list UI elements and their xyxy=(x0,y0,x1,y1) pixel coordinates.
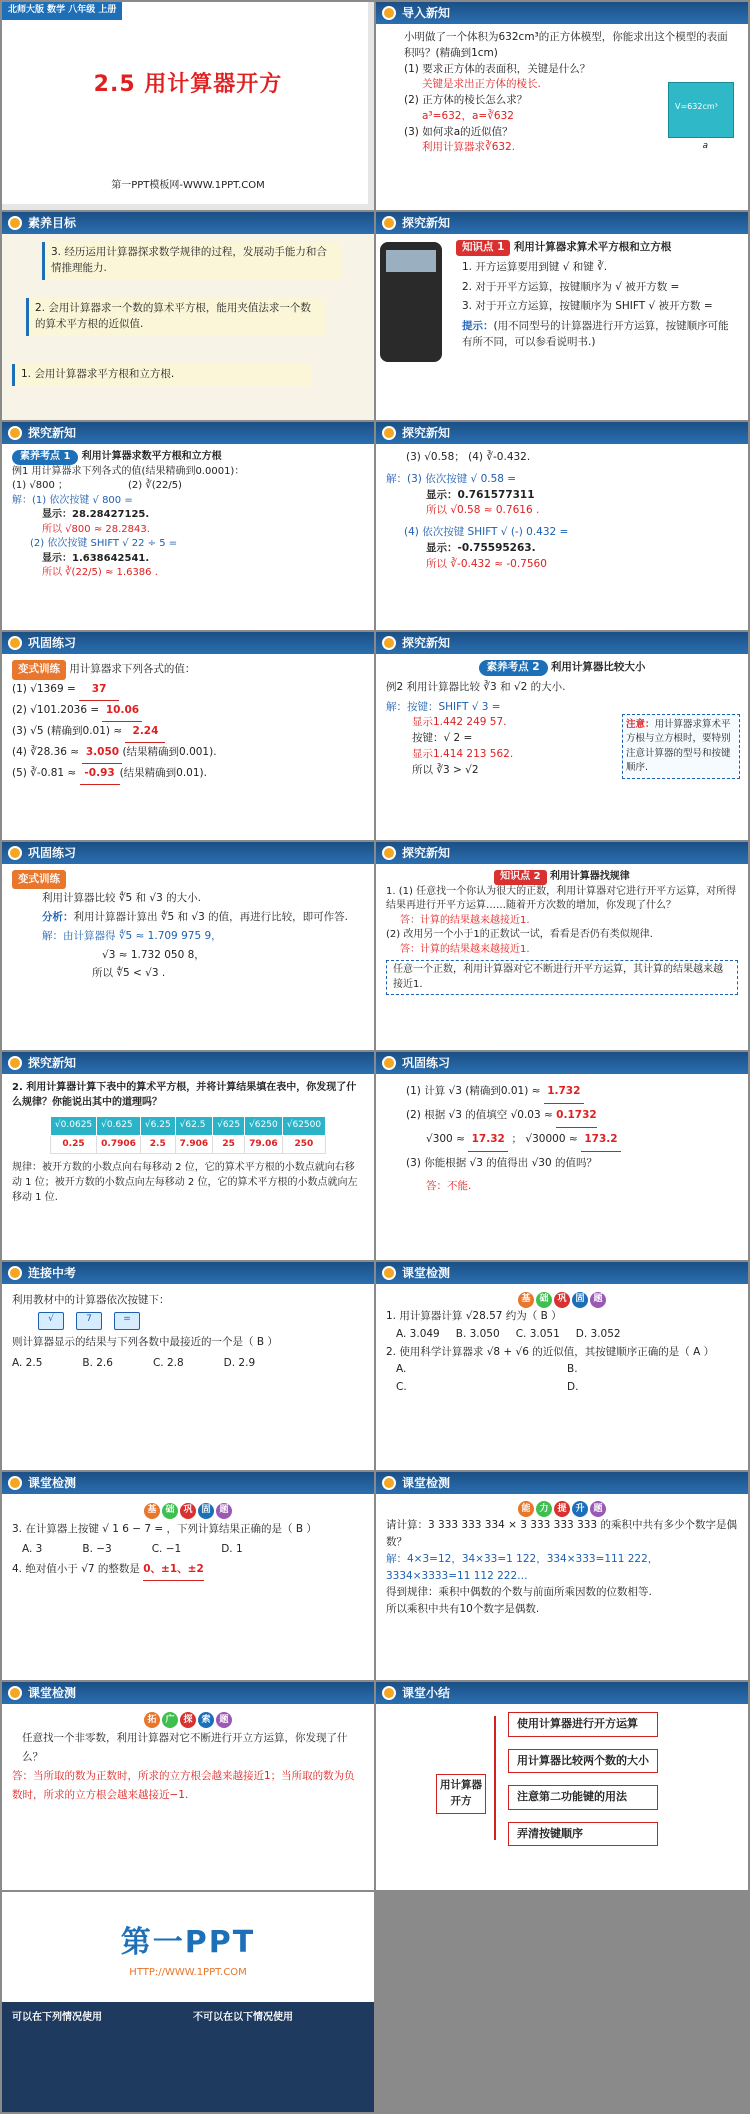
edition-badge: 北师大版 数学 八年级 上册 xyxy=(2,2,122,20)
point-1: 1. 开方运算要用到键 √ 和键 ∛. xyxy=(462,260,608,273)
table-value-cell: 0.7906 xyxy=(97,1135,141,1154)
slide-header: 探究新知 xyxy=(376,632,748,654)
title-slide[interactable] xyxy=(2,2,374,210)
solution-2: (2) 依次按键 SHIFT √ 22 ÷ 5 = xyxy=(30,538,178,549)
table-header-cell: √6250 xyxy=(245,1117,283,1136)
keys-2: 按键：√ 2 = xyxy=(412,732,473,744)
knowledge-tag: 知识点 2 xyxy=(494,870,546,885)
bubble-char: 索 xyxy=(198,1712,214,1728)
question: 任意找一个非零数，利用计算器对它不断进行开立方运算，你发现了什么？ xyxy=(22,1731,348,1763)
summary-item: 用计算器比较两个数的大小 xyxy=(508,1749,658,1774)
display-2: 显示：1.638642541. xyxy=(42,552,150,564)
bracket-line xyxy=(494,1716,496,1840)
intro-text: 小明做了一个体积为632cm³的正方体模型，你能求出这个模型的表面积吗？(精确到1cm) xyxy=(404,31,728,59)
option[interactable]: C. 2.8 xyxy=(152,1357,184,1369)
answer-3: 2.24 xyxy=(125,722,165,743)
slide-header: 巩固练习 xyxy=(2,632,374,654)
option[interactable]: D. 2.9 xyxy=(223,1357,256,1369)
slide-practice-1[interactable] xyxy=(2,632,374,840)
option[interactable]: B. −3 xyxy=(82,1542,112,1555)
question: 利用教材中的计算器依次按键下： xyxy=(12,1294,170,1306)
cube-diagram xyxy=(668,82,734,138)
can-use-heading: 可以在下列情况使用 xyxy=(12,2012,102,2023)
answer-1: 关键是求出正方体的棱长. xyxy=(422,78,541,91)
slide-exam[interactable] xyxy=(2,1262,374,1470)
table-header-cell: √6.25 xyxy=(140,1117,175,1136)
question-1: 1. 用计算器计算 √28.57 约为（ B ） xyxy=(386,1309,562,1322)
solution-1: 解：(1) 依次按键 √ 800 = xyxy=(12,494,133,506)
answer-3: 利用计算器求∛632. xyxy=(422,141,516,154)
goal-1: 1. 会用计算器求平方根和立方根. xyxy=(12,364,312,386)
table-value-cell: 7.906 xyxy=(175,1135,212,1154)
cube-label: V=632cm³ xyxy=(675,102,718,111)
key-sequence xyxy=(12,1311,364,1332)
answer-4: 3.050 xyxy=(82,743,122,764)
answer-3b: 173.2 xyxy=(581,1128,621,1152)
q3a: √300 ≈ xyxy=(426,1133,465,1146)
question-1: (1) 要求正方体的表面积，关键是什么？ xyxy=(404,62,591,75)
question-4: 4. 绝对值小于 √7 的整数是 xyxy=(12,1562,140,1575)
slide-practice-3[interactable]: 巩固练习 (1) 计算 √3 (精确到0.01) ≈ 1.732 (2) 根据 √3 的值填空 √0.03 ≈ 0.1732 √300 ≈ 17.32 ； √30000 ≈ 173.2 (3) 你能根据 √3 的值得出 √30 的值吗？ 答：不能. xyxy=(376,1052,748,1260)
q1: (1) 计算 √3 (精确到0.01) ≈ xyxy=(406,1085,541,1097)
q2: (2) 根据 √3 的值填空 √0.03 ≈ xyxy=(406,1109,553,1122)
slide-header: 探究新知 xyxy=(376,422,748,444)
question-3: 3. 在计算器上按键 √ 1 6 − 7 = ，下列计算结果正确的是（ B ） xyxy=(12,1522,317,1535)
title-bubbles xyxy=(518,1292,606,1308)
answer-4: 0、±1、±2 xyxy=(143,1560,204,1581)
calculator-image xyxy=(380,242,442,362)
cannot-use-heading: 不可以在以下情况使用 xyxy=(193,2012,293,2023)
example-text: 例1 用计算器求下列各式的值(结果精确到0.0001)： xyxy=(12,465,245,477)
table-header-row xyxy=(50,1117,325,1136)
q3b: √30000 ≈ xyxy=(525,1133,578,1146)
result-4: 所以 ∛-0.432 ≈ -0.7560 xyxy=(426,557,547,570)
bulb-icon xyxy=(382,1686,396,1700)
question-2: (2) 正方体的棱长怎么求？ xyxy=(404,94,528,106)
slide-check-3[interactable] xyxy=(376,1472,748,1680)
bubble-char: 拓 xyxy=(144,1712,160,1728)
section-title: 利用计算器求算术平方根和立方根 xyxy=(513,241,672,253)
point-3: 3. 对于开立方运算，按键顺序为 SHIFT √ 被开方数 = xyxy=(462,300,713,313)
slide-practice-2[interactable] xyxy=(2,842,374,1050)
section-title: 利用计算器求数平方根和立方根 xyxy=(81,451,222,462)
question-4: (3) 你能根据 √3 的值得出 √30 的值吗？ xyxy=(406,1157,597,1170)
bubble-char: 能 xyxy=(518,1501,534,1517)
question-2: 2. 使用科学计算器求 √8 + √6 的近似值，其按键顺序正确的是（ A ） xyxy=(386,1345,715,1358)
answer-1: 答：计算的结果越来越接近1. xyxy=(400,914,530,926)
rule-text: 规律：被开方数的小数点向右每移动 2 位，它的算术平方根的小数点就向右移动 1 位；被开方数的小数点向左每移动 2 位，它的算术平方根的小数点就向左移动 1 位. xyxy=(12,1162,358,1203)
option[interactable]: A. xyxy=(396,1363,407,1376)
q5-note: (结果精确到0.01). xyxy=(119,766,207,779)
bulb-icon xyxy=(8,1056,22,1070)
display-1: 显示：28.28427125. xyxy=(42,509,150,520)
slide-header: 探究新知 xyxy=(376,842,748,864)
note-text: 用计算器求算术平方根与立方根时，要特别注意计算器的型号和按键顺序. xyxy=(626,719,731,773)
slide-knowledge-1[interactable] xyxy=(376,212,748,420)
example-text: 例2 利用计算器比较 ∛3 和 √2 的大小. xyxy=(386,680,566,693)
analysis-text: 利用计算器计算出 ∜5 和 √3 的值，再进行比较，即可作答. xyxy=(73,910,348,923)
q1: (1) √1369 = xyxy=(12,682,76,695)
summary-item: 注意第二功能键的用法 xyxy=(508,1785,658,1810)
usage-panel xyxy=(2,2002,374,2112)
q3: (3) √5 (精确到0.01) ≈ xyxy=(12,724,123,737)
result: 所以 ∛3 > √2 xyxy=(412,763,479,776)
options-2 xyxy=(386,1361,738,1397)
end-slide[interactable] xyxy=(2,1892,374,2112)
slide-header: 课堂小结 xyxy=(376,1682,748,1704)
table-value-cell: 250 xyxy=(282,1135,325,1154)
slide-example-1b[interactable] xyxy=(376,422,748,630)
knowledge-tag: 知识点 1 xyxy=(456,240,510,256)
options-1 xyxy=(386,1326,738,1344)
slide-header: 探究新知 xyxy=(376,212,748,234)
problem-2: (2) ∛(22/5) xyxy=(127,480,182,491)
summary-root: 用计算器开方 xyxy=(436,1774,486,1814)
slide-header: 课堂检测 xyxy=(2,1682,374,1704)
answer-2: 10.06 xyxy=(102,701,142,722)
bulb-icon xyxy=(8,636,22,650)
answer-1: 1.732 xyxy=(544,1080,584,1104)
bubble-char: 题 xyxy=(590,1292,606,1308)
table-value-cell: 2.5 xyxy=(140,1135,175,1154)
analysis-label: 分析： xyxy=(42,910,74,923)
bulb-icon xyxy=(8,1476,22,1490)
goal-2: 2. 会用计算器求一个数的算术平方根，能用夹值法求一个数的算术平方根的近似值. xyxy=(26,298,326,336)
question-3: (3) 如何求a的近似值？ xyxy=(404,125,513,138)
slide-summary[interactable] xyxy=(376,1682,748,1890)
bubble-char: 升 xyxy=(572,1501,588,1517)
title-bubbles xyxy=(144,1503,232,1519)
problems: (3) √0.58； (4) ∛-0.432. xyxy=(406,451,531,463)
question-2: 则计算器显示的结果与下列各数中最接近的一个是（ B ） xyxy=(12,1336,278,1348)
calculator-key[interactable]: 7 xyxy=(76,1312,102,1330)
bubble-char: 力 xyxy=(536,1501,552,1517)
conclusion-box: 任意一个正数，利用计算器对它不断进行开平方运算，其计算的结果越来越接近1. xyxy=(386,960,738,995)
tip-text: (用不同型号的计算器进行开方运算，按键顺序可能有所不同，可以参看说明书.) xyxy=(462,320,729,348)
brand-url[interactable]: HTTP://WWW.1PPT.COM xyxy=(129,1967,247,1978)
bulb-icon xyxy=(382,1476,396,1490)
result-3: 所以 √0.58 ≈ 0.7616 . xyxy=(426,504,540,517)
display-2: 显示1.414 213 562. xyxy=(412,747,514,760)
result: 所以 ∜5 < √3 . xyxy=(92,967,166,980)
skill-pill: 素养考点 2 xyxy=(479,660,548,676)
options-3 xyxy=(12,1540,364,1560)
title-bubbles xyxy=(144,1712,232,1728)
point-2: 2. 对于开平方运算，按键顺序为 √ 被开方数 = xyxy=(462,280,680,293)
solution-1: 解：由计算器得 ∜5 ≈ 1.709 975 9， xyxy=(42,929,222,942)
bulb-icon xyxy=(382,1056,396,1070)
cube-edge-label: a xyxy=(702,141,708,151)
result-1: 所以 √800 ≈ 28.2843. xyxy=(42,523,150,535)
answer-4: 答：不能. xyxy=(426,1180,472,1193)
q2: (2) √101.2036 = xyxy=(12,703,100,716)
solution-4: (4) 依次按键 SHIFT √ (-) 0.432 = xyxy=(404,526,569,538)
summary-item: 使用计算器进行开方运算 xyxy=(508,1712,658,1737)
question: 2. 利用计算器计算下表中的算术平方根，并将计算结果填在表中，你发现了什么规律？你能说出其中的道理吗？ xyxy=(12,1082,357,1108)
bulb-icon xyxy=(382,636,396,650)
skill-pill: 素养考点 1 xyxy=(12,450,78,465)
brand-logo: 第一PPT xyxy=(120,1925,256,1960)
question: 请计算：3 333 333 334 × 3 333 333 333 的乘积中共有多少个数字是偶数？ xyxy=(386,1519,737,1548)
option[interactable]: B. 2.6 xyxy=(82,1357,113,1369)
q4: (4) ∛28.36 ≈ xyxy=(12,745,80,758)
variant-tag: 变式训练 xyxy=(12,660,66,680)
variant-tag: 变式训练 xyxy=(12,870,66,889)
calculator-key[interactable]: √ xyxy=(38,1312,64,1330)
bulb-icon xyxy=(382,846,396,860)
bulb-icon xyxy=(8,1266,22,1280)
option[interactable]: A. 3 xyxy=(22,1542,43,1555)
slide-header: 探究新知 xyxy=(2,422,374,444)
table-value-cell: 79.06 xyxy=(245,1135,283,1154)
section-title: 利用计算器比较大小 xyxy=(550,661,646,673)
answer-5: -0.93 xyxy=(80,764,120,785)
bulb-icon xyxy=(382,1266,396,1280)
title-bubbles xyxy=(518,1501,606,1517)
website-text: 第一PPT模板网-WWW.1PPT.COM xyxy=(111,180,265,191)
note-box xyxy=(622,714,740,779)
answer: 答：当所取的数为正数时，所求的立方根会越来越接近1；当所取的数为负数时，所求的立方根会越来越接近−1. xyxy=(12,1769,355,1801)
table-header-cell: √62500 xyxy=(282,1117,325,1136)
slide-check-4[interactable] xyxy=(2,1682,374,1890)
bubble-char: 探 xyxy=(180,1712,196,1728)
slide-knowledge-2[interactable] xyxy=(376,842,748,1050)
bubble-char: 基 xyxy=(518,1292,534,1308)
slide-header: 巩固练习 xyxy=(2,842,374,864)
slide-header: 导入新知 xyxy=(376,2,748,24)
slide-header: 探究新知 xyxy=(2,1052,374,1074)
bubble-char: 广 xyxy=(162,1712,178,1728)
option[interactable]: C. xyxy=(396,1381,407,1394)
bubble-char: 基 xyxy=(144,1503,160,1519)
option[interactable]: A. 2.5 xyxy=(12,1357,43,1369)
bulb-icon xyxy=(8,846,22,860)
option[interactable]: B. xyxy=(567,1363,578,1376)
slide-check-1[interactable] xyxy=(376,1262,748,1470)
sqrt-table xyxy=(50,1116,326,1154)
solution-3: 解：(3) 依次按键 √ 0.58 = xyxy=(386,472,517,485)
answer-2: 答：计算的结果越来越接近1. xyxy=(400,943,530,955)
option[interactable]: C. −1 xyxy=(151,1542,182,1555)
bubble-char: 础 xyxy=(162,1503,178,1519)
slide-goals[interactable] xyxy=(2,212,374,420)
section-title: 利用计算器找规律 xyxy=(549,871,630,882)
answer-2: 0.1732 xyxy=(556,1104,597,1128)
bulb-icon xyxy=(382,216,396,230)
summary-item: 弄清按键顺序 xyxy=(508,1822,658,1847)
bubble-char: 巩 xyxy=(180,1503,196,1519)
summary-list xyxy=(508,1712,658,1846)
table-header-cell: √0.625 xyxy=(97,1117,141,1136)
question: 利用计算器比较 ∜5 和 √3 的大小. xyxy=(42,891,201,904)
question-1: 1. (1) 任意找一个你认为很大的正数，利用计算器对它进行开平方运算，对所得结果再进行开平方运算……随着开方次数的增加，你发现了什么？ xyxy=(386,885,737,911)
table-header-cell: √0.0625 xyxy=(50,1117,96,1136)
option[interactable]: D. xyxy=(567,1381,579,1394)
bubble-char: 固 xyxy=(198,1503,214,1519)
bulb-icon xyxy=(8,1686,22,1700)
slide-header: 课堂检测 xyxy=(2,1472,374,1494)
bulb-icon xyxy=(382,6,396,20)
bubble-char: 固 xyxy=(572,1292,588,1308)
bubble-char: 巩 xyxy=(554,1292,570,1308)
bubble-char: 础 xyxy=(536,1292,552,1308)
rule: 得到规律：乘积中偶数的个数与前面所乘因数的位数相等. xyxy=(386,1586,652,1599)
result-2: 所以 ∛(22/5) ≈ 1.6386 . xyxy=(42,567,158,578)
slide-header: 课堂检测 xyxy=(376,1262,748,1284)
option[interactable]: D. 3.052 xyxy=(575,1327,621,1340)
problem-1: (1) √800 ； xyxy=(12,480,68,491)
option[interactable]: C. 3.051 xyxy=(515,1327,560,1340)
slide-check-2[interactable] xyxy=(2,1472,374,1680)
answer-2: a³=632，a=∛632 xyxy=(422,109,514,122)
intro-text: 用计算器求下列各式的值： xyxy=(69,663,196,675)
solution-1: 解：按键：SHIFT √ 3 = xyxy=(386,700,501,713)
slide-header: 素养目标 xyxy=(2,212,374,234)
slide-header: 课堂检测 xyxy=(376,1472,748,1494)
bubble-char: 题 xyxy=(216,1503,232,1519)
table-header-cell: √625 xyxy=(213,1117,245,1136)
slide-example-1[interactable] xyxy=(2,422,374,630)
answer-3a: 17.32 xyxy=(468,1128,508,1152)
table-value-cell: 25 xyxy=(213,1135,245,1154)
display-3: 显示：0.761577311 xyxy=(426,488,535,501)
display-1: 显示1.442 249 57. xyxy=(412,716,507,729)
bulb-icon xyxy=(8,216,22,230)
bulb-icon xyxy=(382,426,396,440)
solution-2: √3 ≈ 1.732 050 8， xyxy=(102,948,205,961)
table-header-cell: √62.5 xyxy=(175,1117,212,1136)
result: 所以乘积中共有10个数字是偶数. xyxy=(386,1603,540,1616)
q5: (5) ∛-0.81 ≈ xyxy=(12,766,77,779)
option[interactable]: D. 1 xyxy=(221,1542,243,1555)
display-4: 显示：-0.75595263. xyxy=(426,541,536,554)
slide-example-2[interactable] xyxy=(376,632,748,840)
answer-1: 37 xyxy=(79,680,119,701)
goal-3: 3. 经历运用计算器探求数学规律的过程，发展动手能力和合情推理能力. xyxy=(42,242,342,280)
note-label: 注意： xyxy=(626,719,655,730)
option[interactable]: B. 3.050 xyxy=(455,1327,500,1340)
calculator-key[interactable]: = xyxy=(114,1312,140,1330)
slide-intro[interactable] xyxy=(376,2,748,210)
bulb-icon xyxy=(8,426,22,440)
bubble-char: 提 xyxy=(554,1501,570,1517)
solution: 解：4×3=12，34×33=1 122，334×333=111 222，3334×3333=11 112 222… xyxy=(386,1552,659,1582)
tip-label: 提示： xyxy=(462,320,494,332)
options xyxy=(12,1353,364,1374)
bubble-char: 题 xyxy=(590,1501,606,1517)
slide-table-rule[interactable] xyxy=(2,1052,374,1260)
table-value-row xyxy=(50,1135,325,1154)
bubble-char: 题 xyxy=(216,1712,232,1728)
option[interactable]: A. 3.049 xyxy=(396,1327,440,1340)
slide-header: 连接中考 xyxy=(2,1262,374,1284)
question-2: (2) 改用另一个小于1的正数试一试，看看是否仍有类似规律. xyxy=(386,929,653,940)
q4-note: (结果精确到0.001). xyxy=(122,745,217,758)
page-title: 2.5 用计算器开方 xyxy=(93,72,283,97)
slide-header: 巩固练习 xyxy=(376,1052,748,1074)
table-value-cell: 0.25 xyxy=(50,1135,96,1154)
